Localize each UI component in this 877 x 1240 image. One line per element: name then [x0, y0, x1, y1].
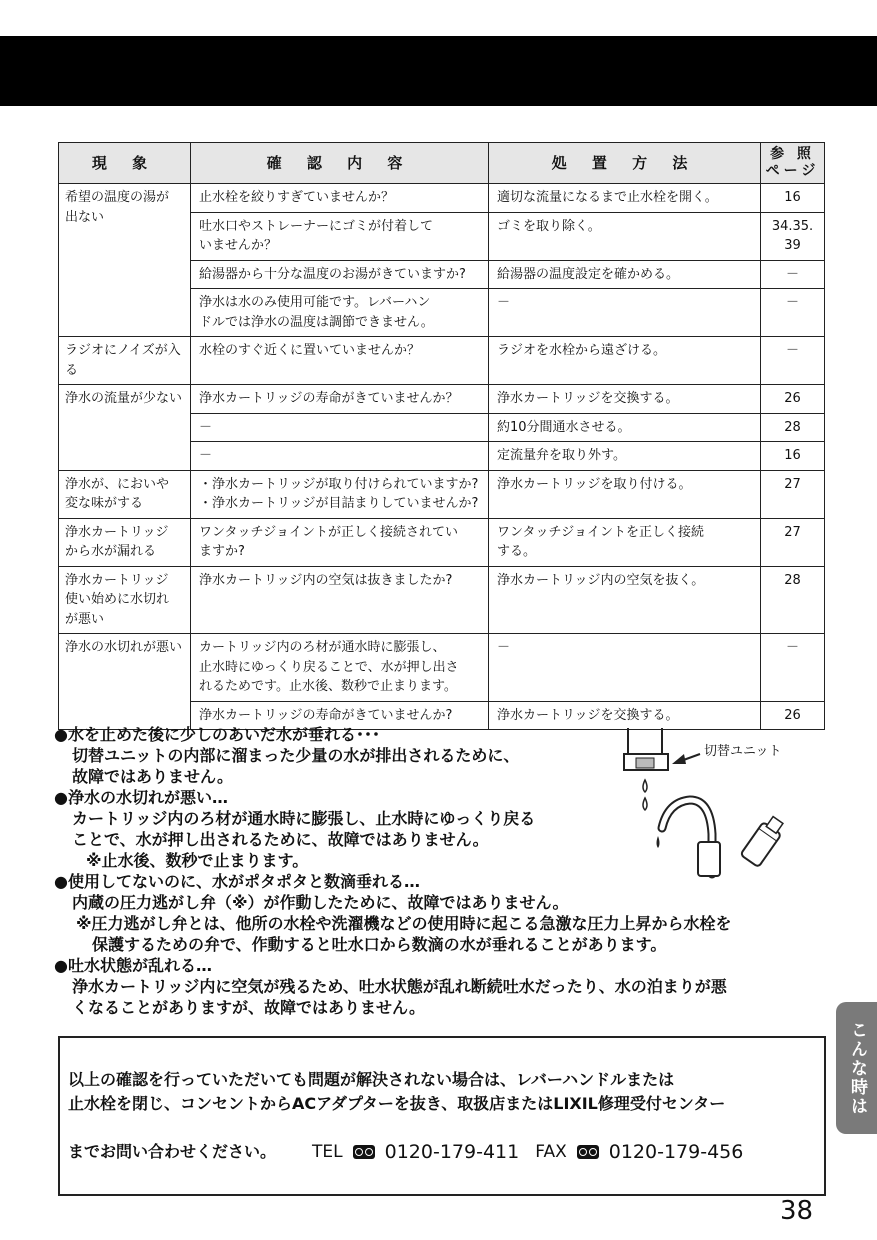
- symptom-cell: 希望の温度の湯が 出ない: [59, 184, 191, 337]
- table-row: [59, 634, 825, 702]
- page-cell: 27: [761, 518, 825, 566]
- page-cell: －: [761, 634, 825, 702]
- page-cell: 28: [761, 566, 825, 634]
- page-cell: 34.35. 39: [761, 212, 825, 260]
- note-3-sub: ※圧力逃がし弁とは、他所の水栓や洗濯機などの使用時に起こる急激な圧力上昇から水栓を 保護するための弁で、作動すると吐水口から数滴の水が垂れることがあります。: [76, 914, 732, 954]
- table-row: [59, 337, 825, 385]
- page-cell: 16: [761, 442, 825, 471]
- note-3-title: ●使用してないのに、水がポタポタと数滴垂れる…: [54, 872, 420, 891]
- note-2-sub: ※止水後、数秒で止まります。: [86, 851, 309, 870]
- symptom-cell: 浄水カートリッジ 使い始めに水切れ が悪い: [59, 566, 191, 634]
- symptom-cell: 浄水カートリッジ から水が漏れる: [59, 518, 191, 566]
- check-cell: 給湯器から十分な温度のお湯がきていますか?: [191, 260, 489, 289]
- symptom-cell: 浄水の水切れが悪い: [59, 634, 191, 730]
- check-cell: カートリッジ内のろ材が通水時に膨張し、 止水時にゆっくり戻ることで、水が押し出さ れるためです。止水後、数秒で止まります。: [191, 634, 489, 702]
- table-row: [59, 385, 825, 414]
- remedy-cell: 浄水カートリッジ内の空気を抜く。: [489, 566, 761, 634]
- remedy-cell: ワンタッチジョイントを正しく接続 する。: [489, 518, 761, 566]
- check-cell: 浄水カートリッジの寿命がきていませんか？: [191, 385, 489, 414]
- header-symptom: 現 象: [59, 143, 191, 184]
- remedy-cell: －: [489, 634, 761, 702]
- remedy-cell: 浄水カートリッジを交換する。: [489, 701, 761, 730]
- note-2-title: ●浄水の水切れが悪い…: [54, 788, 228, 807]
- note-3-body: 内蔵の圧力逃がし弁（※）が作動したために、故障ではありません。: [72, 893, 569, 912]
- arrow-icon: [672, 754, 700, 764]
- note-1-title: ●水を止めた後に少しのあいだ水が垂れる･･･: [54, 725, 380, 744]
- remedy-cell: 約10分間通水させる。: [489, 413, 761, 442]
- fax-number: 0120-179-456: [608, 1141, 744, 1163]
- remedy-cell: 浄水カートリッジを取り付ける。: [489, 470, 761, 518]
- contact-text: 以上の確認を行っていただいても問題が解決されない場合は、レバーハンドルまたは 止水栓を閉じ、コンセントからACアダプターを抜き、取扱店またはLIXIL修理受付センター: [68, 1070, 726, 1113]
- page-cell: －: [761, 260, 825, 289]
- page-number: 38: [780, 1196, 814, 1226]
- remedy-cell: 給湯器の温度設定を確かめる。: [489, 260, 761, 289]
- symptom-cell: 浄水が、においや 変な味がする: [59, 470, 191, 518]
- switch-unit-icon: [624, 728, 668, 810]
- free-dial-fax-icon: [577, 1145, 599, 1159]
- table-header-row: [59, 143, 825, 184]
- section-tab[interactable]: こんな時は: [836, 1002, 877, 1134]
- check-cell: ワンタッチジョイントが正しく接続されてい ますか?: [191, 518, 489, 566]
- check-cell: 浄水は水のみ使用可能です。レバーハン ドルでは浄水の温度は調節できません。: [191, 289, 489, 337]
- remedy-cell: ラジオを水栓から遠ざける。: [489, 337, 761, 385]
- symptom-cell: 浄水の流量が少ない: [59, 385, 191, 471]
- note-4-body: 浄水カートリッジ内に空気が残るため、吐水状態が乱れ断続吐水だったり、水の泊まりが悪 くなることがありますが、故障ではありません。: [72, 977, 727, 1017]
- page-cell: 16: [761, 184, 825, 213]
- check-cell: 浄水カートリッジ内の空気は抜きましたか?: [191, 566, 489, 634]
- table-row: [59, 566, 825, 634]
- header-page: 参 照 ページ: [761, 143, 825, 184]
- check-cell: 水栓のすぐ近くに置いていませんか？: [191, 337, 489, 385]
- table-row: [59, 470, 825, 518]
- page-cell: 26: [761, 701, 825, 730]
- tel-label: TEL: [312, 1142, 343, 1162]
- table-row: [59, 518, 825, 566]
- contact-box: [58, 1036, 826, 1196]
- free-dial-icon: [353, 1145, 375, 1159]
- page-cell: －: [761, 289, 825, 337]
- remedy-cell: －: [489, 289, 761, 337]
- header-band: [0, 36, 877, 106]
- table-row: [59, 184, 825, 213]
- check-cell: －: [191, 413, 489, 442]
- check-cell: 浄水カートリッジの寿命がきていませんか?: [191, 701, 489, 730]
- page-cell: 27: [761, 470, 825, 518]
- contact-lead: までお問い合わせください。: [68, 1142, 277, 1161]
- header-check: 確 認 内 容: [191, 143, 489, 184]
- header-remedy: 処 置 方 法: [489, 143, 761, 184]
- remedy-cell: 浄水カートリッジを交換する。: [489, 385, 761, 414]
- note-2-body: カートリッジ内のろ材が通水時に膨張し、止水時にゆっくり戻る ことで、水が押し出されるために、故障ではありません。: [72, 809, 536, 849]
- page-cell: 28: [761, 413, 825, 442]
- check-cell: －: [191, 442, 489, 471]
- troubleshooting-table: [58, 142, 825, 730]
- note-4-title: ●吐水状態が乱れる…: [54, 956, 212, 975]
- check-cell: 止水栓を絞りすぎていませんか？: [191, 184, 489, 213]
- note-1-body: 切替ユニットの内部に溜まった少量の水が排出されるために、 故障ではありません。: [72, 746, 520, 786]
- remedy-cell: 定流量弁を取り外す。: [489, 442, 761, 471]
- page-cell: 26: [761, 385, 825, 414]
- page-cell: －: [761, 337, 825, 385]
- fax-label: FAX: [535, 1142, 567, 1162]
- tel-number: 0120-179-411: [384, 1141, 520, 1163]
- cartridge-icon: [740, 814, 787, 868]
- check-cell: ・浄水カートリッジが取り付けられていますか? ・浄水カートリッジが目詰まりしていませんか?: [191, 470, 489, 518]
- symptom-cell: ラジオにノイズが入る: [59, 337, 191, 385]
- remedy-cell: 適切な流量になるまで止水栓を開く。: [489, 184, 761, 213]
- faucet-icon: [657, 800, 721, 876]
- contact-phone-line: [68, 1140, 816, 1164]
- remedy-cell: ゴミを取り除く。: [489, 212, 761, 260]
- switch-unit-label: 切替ユニット: [704, 744, 782, 759]
- check-cell: 吐水口やストレーナーにゴミが付着して いませんか？: [191, 212, 489, 260]
